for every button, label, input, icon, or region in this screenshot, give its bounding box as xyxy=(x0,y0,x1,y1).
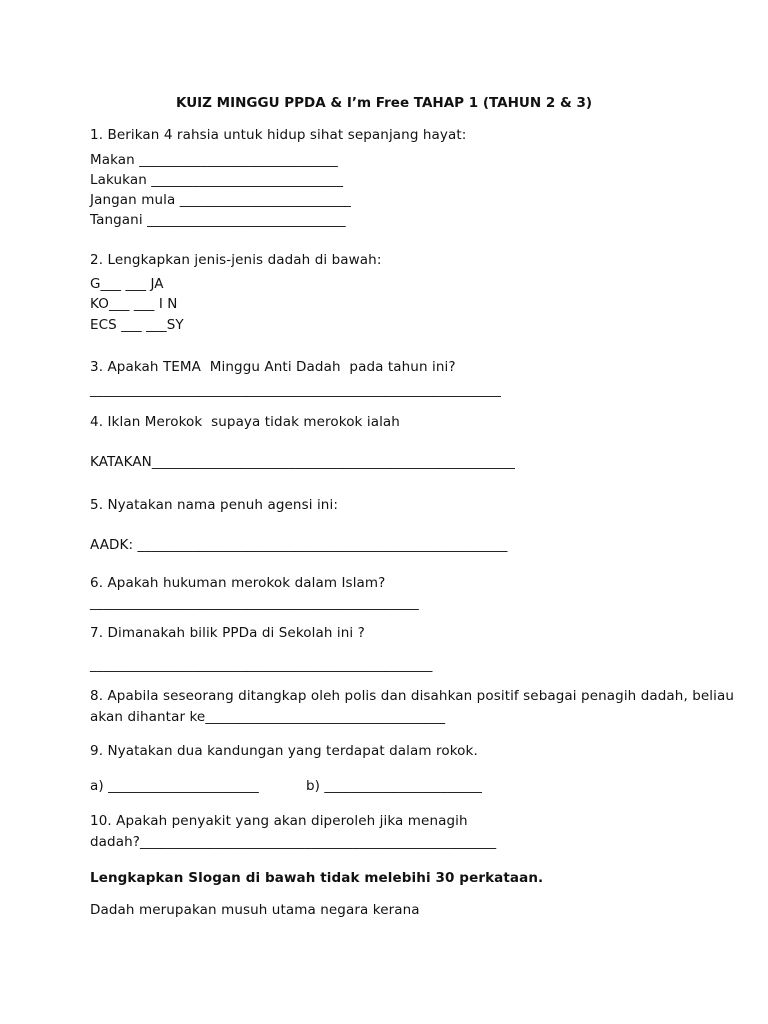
q2-item-3: ECS ___ ___SY xyxy=(90,317,184,333)
q5-question: 5. Nyatakan nama penuh agensi ini: xyxy=(90,497,338,513)
q10-question-line-1: 10. Apakah penyakit yang akan diperoleh jika menagih xyxy=(90,813,468,829)
slogan-prompt: Dadah merupakan musuh utama negara kerana xyxy=(90,902,420,918)
quiz-title: KUIZ MINGGU PPDA & I’m Free TAHAP 1 (TAHUN 2 & 3) xyxy=(175,95,593,111)
q6-answer-line: ________________________________________________ xyxy=(90,595,419,611)
q2-item-2: KO___ ___ I N xyxy=(90,296,178,312)
q1-item-lakukan: Lakukan ____________________________ xyxy=(90,172,344,188)
q3-question: 3. Apakah TEMA Minggu Anti Dadah pada tahun ini? xyxy=(90,359,456,375)
q1-item-jangan-mula: Jangan mula _________________________ xyxy=(90,192,351,208)
q6-question: 6. Apakah hukuman merokok dalam Islam? xyxy=(90,575,386,591)
q1-item-makan: Makan _____________________________ xyxy=(90,152,338,168)
q7-question: 7. Dimanakah bilik PPDa di Sekolah ini ? xyxy=(90,625,365,641)
q2-question: 2. Lengkapkan jenis-jenis dadah di bawah: xyxy=(90,252,382,268)
q9-answer-a: a) ______________________ xyxy=(90,778,259,794)
q5-answer-line: AADK: ______________________________________________________ xyxy=(90,537,508,553)
q9-answer-b: b) _______________________ xyxy=(306,778,482,794)
q3-answer-line: ____________________________________________________________ xyxy=(90,382,501,398)
q8-question-line-1: 8. Apabila seseorang ditangkap oleh polis dan disahkan positif sebagai penagih dadah, beliau xyxy=(90,688,735,704)
q9-question: 9. Nyatakan dua kandungan yang terdapat dalam rokok. xyxy=(90,743,478,759)
q4-answer-line: KATAKAN_____________________________________________________ xyxy=(90,454,515,470)
q7-answer-line: __________________________________________________ xyxy=(90,657,433,673)
q1-item-tangani: Tangani _____________________________ xyxy=(90,212,346,228)
q8-question-line-2: akan dihantar ke___________________________________ xyxy=(90,709,446,725)
q1-question: 1. Berikan 4 rahsia untuk hidup sihat sepanjang hayat: xyxy=(90,127,467,143)
slogan-instruction: Lengkapkan Slogan di bawah tidak melebihi 30 perkataan. xyxy=(90,870,544,886)
q4-question: 4. Iklan Merokok supaya tidak merokok ialah xyxy=(90,414,400,430)
q10-question-line-2: dadah?____________________________________________________ xyxy=(90,834,497,850)
q2-item-1: G___ ___ JA xyxy=(90,276,164,292)
